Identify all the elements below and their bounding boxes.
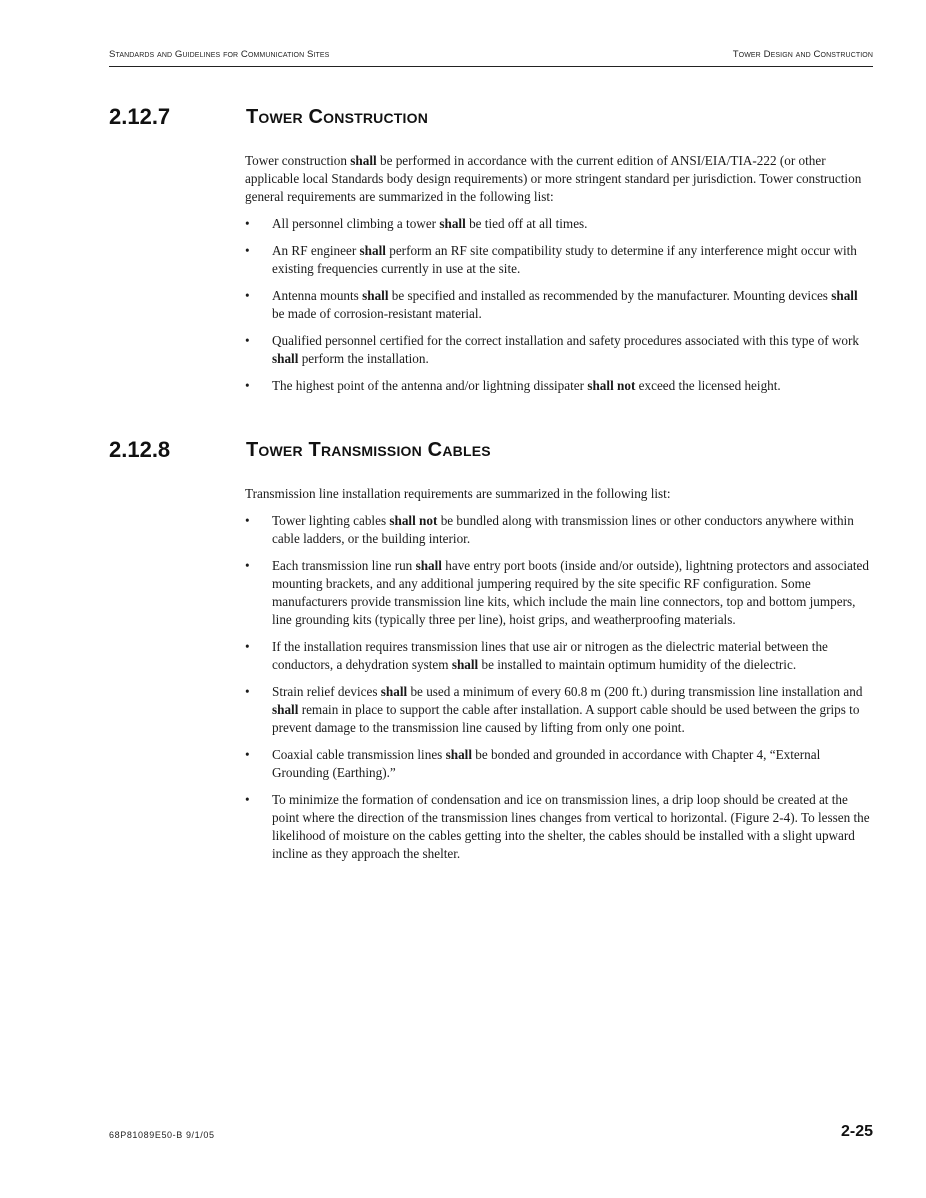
bullet-icon: • xyxy=(245,683,250,699)
list-item xyxy=(245,791,872,864)
emphasis-text: shall xyxy=(451,657,479,673)
text-run: perform the installation. xyxy=(298,350,429,366)
bullet-icon: • xyxy=(245,332,250,348)
text-run: Coaxial cable transmission lines xyxy=(272,746,446,762)
bullet-icon: • xyxy=(245,377,250,393)
bullet-icon: • xyxy=(245,287,250,303)
list-item xyxy=(245,683,872,738)
footer-page-number: 2-25 xyxy=(840,1123,873,1140)
text-run: To minimize the formation of condensation and ice on transmission lines, a drip loop should be created at the point where the direction of the transmission lines changes from vertical to horizontal. (Figure 2-4). To lessen the likelihood of moisture on the cables getting into the shelter, the cables should be installed with a slight upward incline as they approach the shelter. xyxy=(272,791,870,862)
list-item xyxy=(245,512,872,548)
bullet-icon: • xyxy=(245,216,250,232)
emphasis-text: shall xyxy=(359,242,386,258)
text-run: be bonded and grounded in accordance with Chapter 4, “External Grounding (Earthing).” xyxy=(272,746,821,781)
text-run: All personnel climbing a tower xyxy=(272,216,440,232)
emphasis-text: shall xyxy=(362,287,389,303)
list-item xyxy=(245,215,872,233)
header-right-title: Tower Design and Construction xyxy=(732,49,873,60)
footer-document-id: 68P81089E50-B 9/1/05 xyxy=(109,1130,215,1140)
list-item xyxy=(245,557,872,630)
section-title: Tower Transmission Cables xyxy=(246,439,491,461)
section-body-2-12-7 xyxy=(245,152,872,395)
emphasis-text: shall not xyxy=(389,512,438,528)
text-run: have entry port boots (inside and/or outside), lightning protectors and associated mounting brackets, and any additional jumpering required by the site specific RF configuration. Some manufacturers provide transmission line kits, which include the main line connectors, top and bottom jumpers, line grounding kits (typically three per line), hoist grips, and weatherproofing materials. xyxy=(272,557,869,628)
bullet-icon: • xyxy=(245,791,250,807)
text-run: be specified and installed as recommended by the manufacturer. Mounting devices xyxy=(388,287,832,303)
requirements-list xyxy=(245,512,872,864)
list-item xyxy=(245,377,872,395)
requirements-list xyxy=(245,215,872,395)
section-title: Tower Construction xyxy=(246,106,429,128)
list-item xyxy=(245,638,872,674)
text-run: be performed in accordance with the current edition of ANSI/EIA/TIA-222 (or other applicable local Standards body design requirements) or more stringent standard per jurisdiction. Tower construction general requirements are summarized in the following list: xyxy=(245,153,862,205)
bullet-icon: • xyxy=(245,557,250,573)
text-run: be bundled along with transmission lines or other conductors anywhere within cable ladders, or the building interior. xyxy=(272,512,854,546)
emphasis-text: shall xyxy=(415,557,442,573)
text-run: be installed to maintain optimum humidity of the dielectric. xyxy=(478,657,797,673)
text-run: An RF engineer xyxy=(272,242,360,258)
text-run: be tied off at all times. xyxy=(465,216,588,232)
text-run: If the installation requires transmission lines that use air or nitrogen as the dielectric material between the conductors, a dehydration system xyxy=(272,638,828,673)
running-header xyxy=(109,46,873,67)
text-run: The highest point of the antenna and/or lightning dissipater xyxy=(272,377,588,393)
bullet-icon: • xyxy=(245,512,250,528)
list-item xyxy=(245,287,872,323)
text-run: Qualified personnel certified for the correct installation and safety procedures associated with this type of work xyxy=(272,332,860,348)
section-number: 2.12.7 xyxy=(109,104,171,129)
text-run: perform an RF site compatibility study to determine if any interference might occur with existing frequencies currently in use at the site. xyxy=(272,242,857,277)
section-intro xyxy=(245,152,872,207)
text-run: exceed the licensed height. xyxy=(635,377,781,393)
emphasis-text: shall xyxy=(272,350,299,366)
section-body-2-12-8 xyxy=(245,485,872,864)
text-run: Strain relief devices xyxy=(272,683,381,699)
text-run: Tower lighting cables xyxy=(272,512,390,528)
section-number: 2.12.8 xyxy=(109,437,171,462)
emphasis-text: shall xyxy=(831,287,858,303)
emphasis-text: shall xyxy=(350,153,377,168)
header-left-title: Standards and Guidelines for Communication Sites xyxy=(109,49,330,60)
text-run: remain in place to support the cable after installation. A support cable should be used between the grips to prevent damage to the transmission line caused by lifting from only one point. xyxy=(272,702,860,736)
list-item xyxy=(245,332,872,368)
emphasis-text: shall xyxy=(439,216,466,232)
text-run: Tower construction xyxy=(245,153,351,168)
list-item xyxy=(245,746,872,782)
text-run: be made of corrosion-resistant material. xyxy=(272,305,482,321)
emphasis-text: shall xyxy=(272,702,299,718)
bullet-icon: • xyxy=(245,746,250,762)
text-run: Antenna mounts xyxy=(272,287,363,303)
bullet-icon: • xyxy=(245,638,250,654)
bullet-icon: • xyxy=(245,242,250,258)
emphasis-text: shall not xyxy=(587,377,636,393)
emphasis-text: shall xyxy=(445,746,472,762)
text-run: Transmission line installation requirements are summarized in the following list: xyxy=(245,486,671,501)
text-run: Each transmission line run xyxy=(272,557,416,573)
list-item xyxy=(245,242,872,278)
section-intro xyxy=(245,485,872,503)
emphasis-text: shall xyxy=(380,683,408,699)
text-run: be used a minimum of every 60.8 m (200 ft.) during transmission line installation and xyxy=(407,683,863,699)
